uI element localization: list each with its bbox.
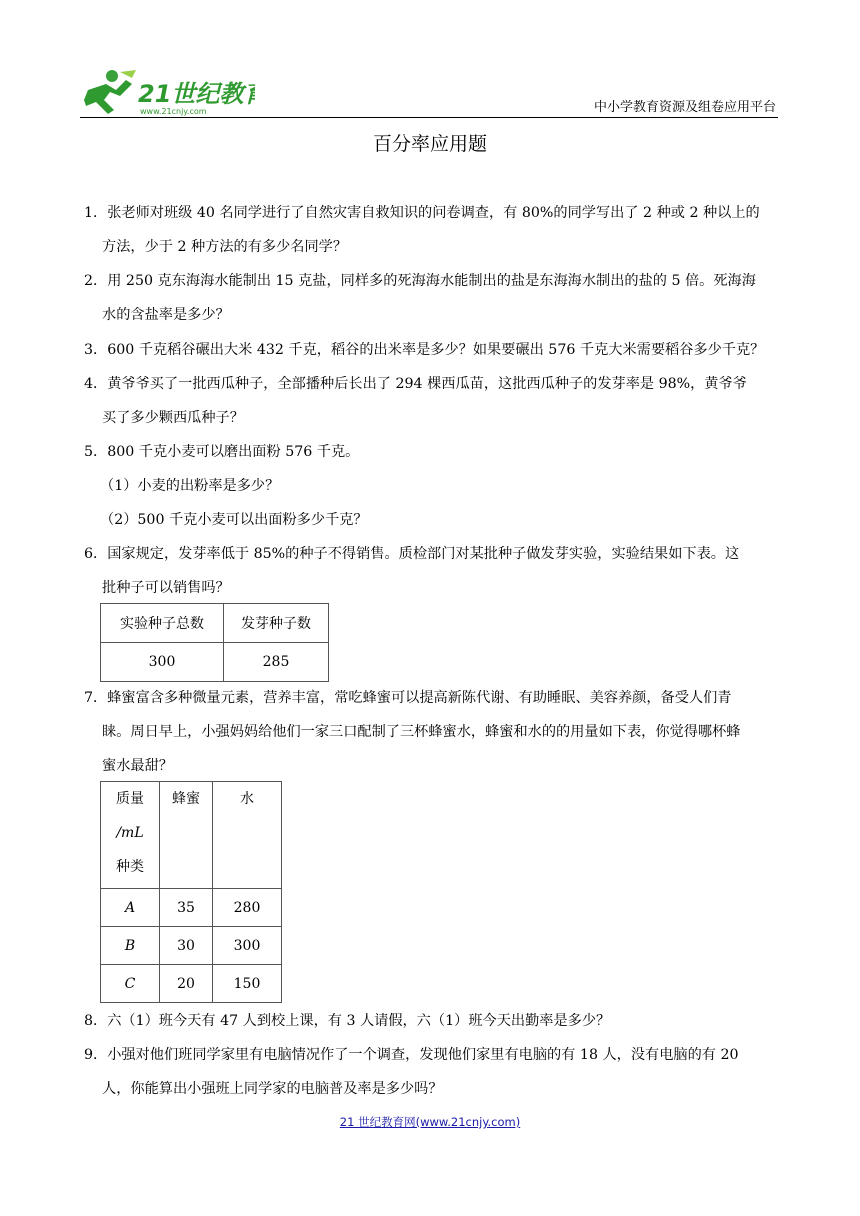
runner-logo-icon	[80, 66, 255, 118]
question-9-line-1: 9．小强对他们班同学家里有电脑情况作了一个调查，发现他们家里有电脑的有 18 人，没有电脑的有 20	[84, 1047, 739, 1063]
germination-table	[100, 603, 329, 682]
table-cell: C	[101, 965, 160, 1003]
question-7-line-2: 睐。周日早上，小强妈妈给他们一家三口配制了三杯蜂蜜水，蜂蜜和水的的用量如下表，你觉得哪杯蜂	[102, 724, 741, 740]
table-row	[101, 604, 329, 643]
footer	[0, 1114, 860, 1130]
question-1-line-1: 1．张老师对班级 40 名同学进行了自然灾害自救知识的问卷调查，有 80%的同学写出了 2 种或 2 种以上的	[84, 205, 760, 221]
question-5-line-1: 5．800 千克小麦可以磨出面粉 576 千克。	[84, 444, 360, 460]
table-header-cell: 蜂蜜	[160, 782, 213, 889]
question-3-line-1: 3．600 千克稻谷碾出大米 432 千克，稻谷的出米率是多少？如果要碾出 576 千克大米需要稻谷多少千克？	[84, 342, 765, 358]
question-7-line-1: 7．蜂蜜富含多种微量元素，营养丰富，常吃蜂蜜可以提高新陈代谢、有助睡眠、美容养颜，备受人们青	[84, 690, 732, 706]
question-2-line-2: 水的含盐率是多少？	[102, 307, 230, 323]
table-row	[101, 889, 282, 927]
table-cell: 280	[213, 889, 282, 927]
table-cell: 300	[213, 927, 282, 965]
question-1-line-2: 方法，少于 2 种方法的有多少名同学？	[102, 239, 348, 255]
table-header-cell: 实验种子总数	[101, 604, 224, 643]
header-divider	[80, 117, 778, 118]
honey-water-table	[100, 781, 282, 1003]
header-unit-label: /mL	[116, 825, 144, 841]
footer-link[interactable]: 21 世纪教育网(www.21cnjy.com)	[339, 1115, 521, 1129]
header-type-label: 种类	[116, 859, 144, 875]
question-9-line-2: 人，你能算出小强班上同学家的电脑普及率是多少吗？	[102, 1081, 443, 1097]
table-row	[101, 643, 329, 682]
question-4-line-1: 4．黄爷爷买了一批西瓜种子，全部播种后长出了 294 棵西瓜苗，这批西瓜种子的发芽率是 98%，黄爷爷	[84, 376, 747, 392]
logo-text: 21世纪教育	[138, 80, 255, 108]
question-4-line-2: 买了多少颗西瓜种子？	[102, 410, 244, 426]
platform-label: 中小学教育资源及组卷应用平台	[593, 100, 776, 115]
table-cell: 150	[213, 965, 282, 1003]
table-header-cell: 水	[213, 782, 282, 889]
table-cell: 300	[101, 643, 224, 682]
table-header-cell: 发芽种子数	[224, 604, 329, 643]
table-row	[101, 782, 282, 889]
table-cell: 20	[160, 965, 213, 1003]
table-cell: 30	[160, 927, 213, 965]
question-5-sub-1: （1）小麦的出粉率是多少？	[100, 478, 280, 494]
logo-url: www.21cnjy.com	[140, 107, 207, 116]
question-8-line-1: 8．六（1）班今天有 47 人到校上课，有 3 人请假，六（1）班今天出勤率是多少？	[84, 1013, 611, 1029]
header-mass-label: 质量	[116, 791, 144, 807]
question-5-sub-2: （2）500 千克小麦可以出面粉多少千克？	[100, 512, 368, 528]
page-title: 百分率应用题	[372, 133, 487, 155]
question-6-line-2: 批种子可以销售吗？	[102, 580, 230, 596]
site-logo	[80, 66, 255, 118]
table-cell: 35	[160, 889, 213, 927]
table-cell: A	[101, 889, 160, 927]
question-2-line-1: 2．用 250 克东海海水能制出 15 克盐，同样多的死海海水能制出的盐是东海海水制出的盐的 5 倍。死海海	[84, 273, 756, 289]
table-cell: B	[101, 927, 160, 965]
question-7-line-3: 蜜水最甜？	[102, 758, 173, 774]
table-row	[101, 965, 282, 1003]
question-6-line-1: 6．国家规定，发芽率低于 85%的种子不得销售。质检部门对某批种子做发芽实验，实验结果如下表。这	[84, 546, 740, 562]
table-row	[101, 927, 282, 965]
table-cell: 285	[224, 643, 329, 682]
table-header-cell	[101, 782, 160, 889]
